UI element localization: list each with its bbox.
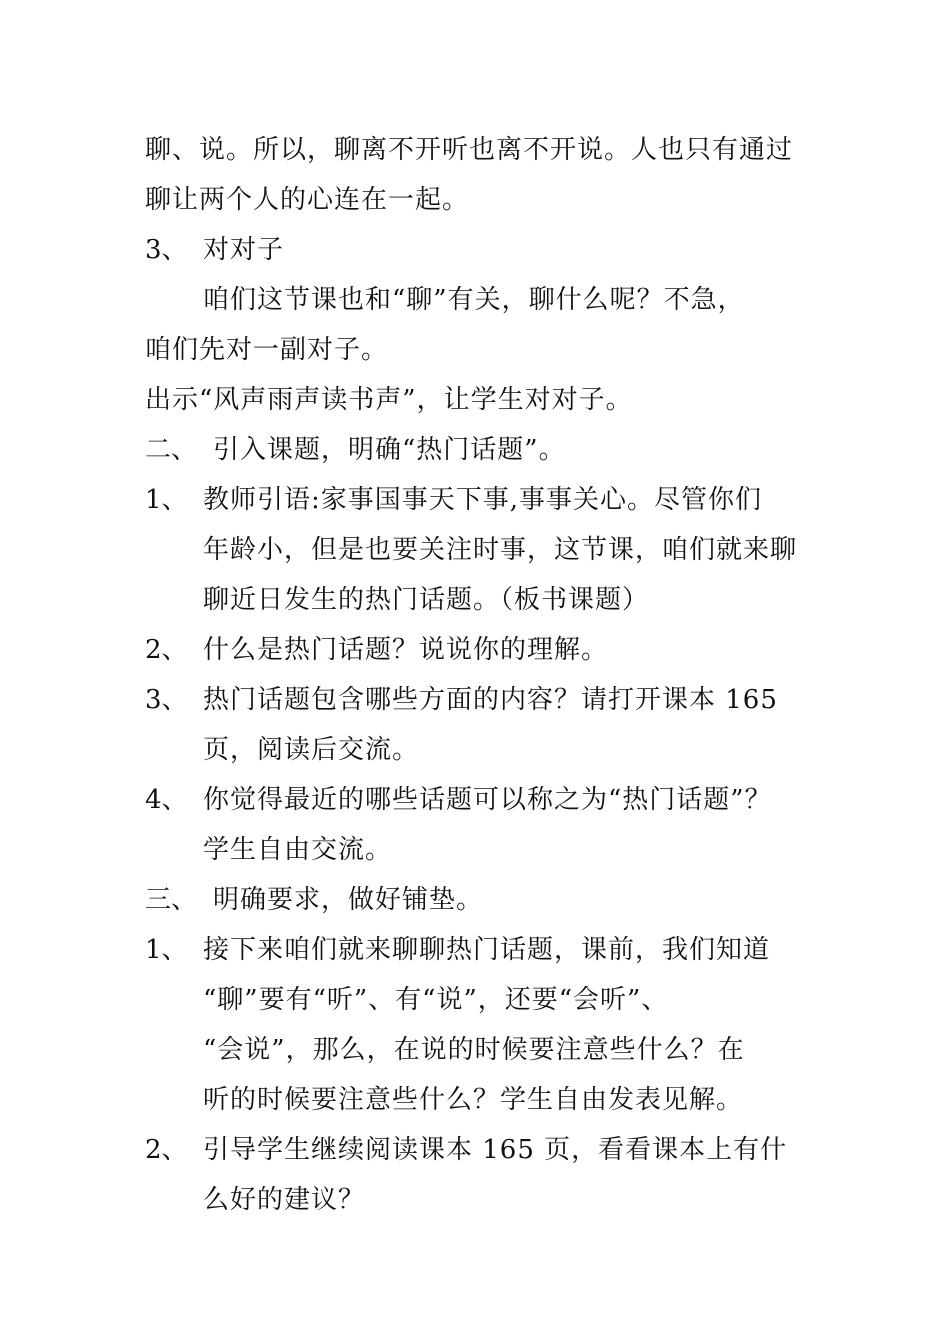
list-item-line: 么好的建议？ (203, 1185, 366, 1215)
list-number: 4、 (145, 785, 188, 815)
section-heading: 明确要求，做好铺垫。 (213, 885, 484, 915)
list-item-line: 年龄小，但是也要关注时事，这节课，咱们就来聊 (203, 535, 798, 565)
list-number: 2、 (145, 1135, 188, 1165)
section-number: 二、 (145, 435, 198, 465)
list-item-line: 学生自由交流。 (203, 835, 393, 865)
list-item-line: “会说”，那么，在说的时候要注意些什么？在 (203, 1035, 745, 1065)
list-item-line: 你觉得最近的哪些话题可以称之为“热门话题”？ (203, 785, 772, 815)
paragraph-line: 出示“风声雨声读书声”，让学生对对子。 (145, 385, 633, 415)
list-item-line: 聊近日发生的热门话题。（板书课题） (203, 585, 650, 615)
list-number: 3、 (145, 685, 188, 715)
intro-line: 聊、说。所以，聊离不开听也离不开说。人也只有通过 (145, 135, 794, 165)
paragraph-line: 咱们先对一副对子。 (145, 335, 389, 365)
list-number: 3、 (145, 235, 188, 265)
section-number: 三、 (145, 885, 198, 915)
list-item-line: 引导学生继续阅读课本 165 页，看看课本上有什 (203, 1135, 788, 1165)
list-item-line: “聊”要有“听”、有“说”，还要“会听”、 (203, 985, 669, 1015)
list-number: 1、 (145, 485, 188, 515)
list-item-line: 页，阅读后交流。 (203, 735, 420, 765)
item-title: 对对子 (203, 235, 285, 265)
intro-line: 聊让两个人的心连在一起。 (145, 185, 470, 215)
list-item-line: 接下来咱们就来聊聊热门话题，课前，我们知道 (203, 935, 771, 965)
list-item-line: 热门话题包含哪些方面的内容？请打开课本 165 (203, 685, 778, 715)
list-item-line: 听的时候要注意些什么？学生自由发表见解。 (203, 1085, 744, 1115)
list-number: 1、 (145, 935, 188, 965)
list-item-line: 教师引语:家事国事天下事,事事关心。尽管你们 (203, 485, 763, 515)
paragraph-line: 咱们这节课也和“聊”有关，聊什么呢？不急， (203, 285, 745, 315)
list-number: 2、 (145, 635, 188, 665)
section-heading: 引入课题，明确“热门话题”。 (213, 435, 566, 465)
list-item-line: 什么是热门话题？说说你的理解。 (203, 635, 609, 665)
